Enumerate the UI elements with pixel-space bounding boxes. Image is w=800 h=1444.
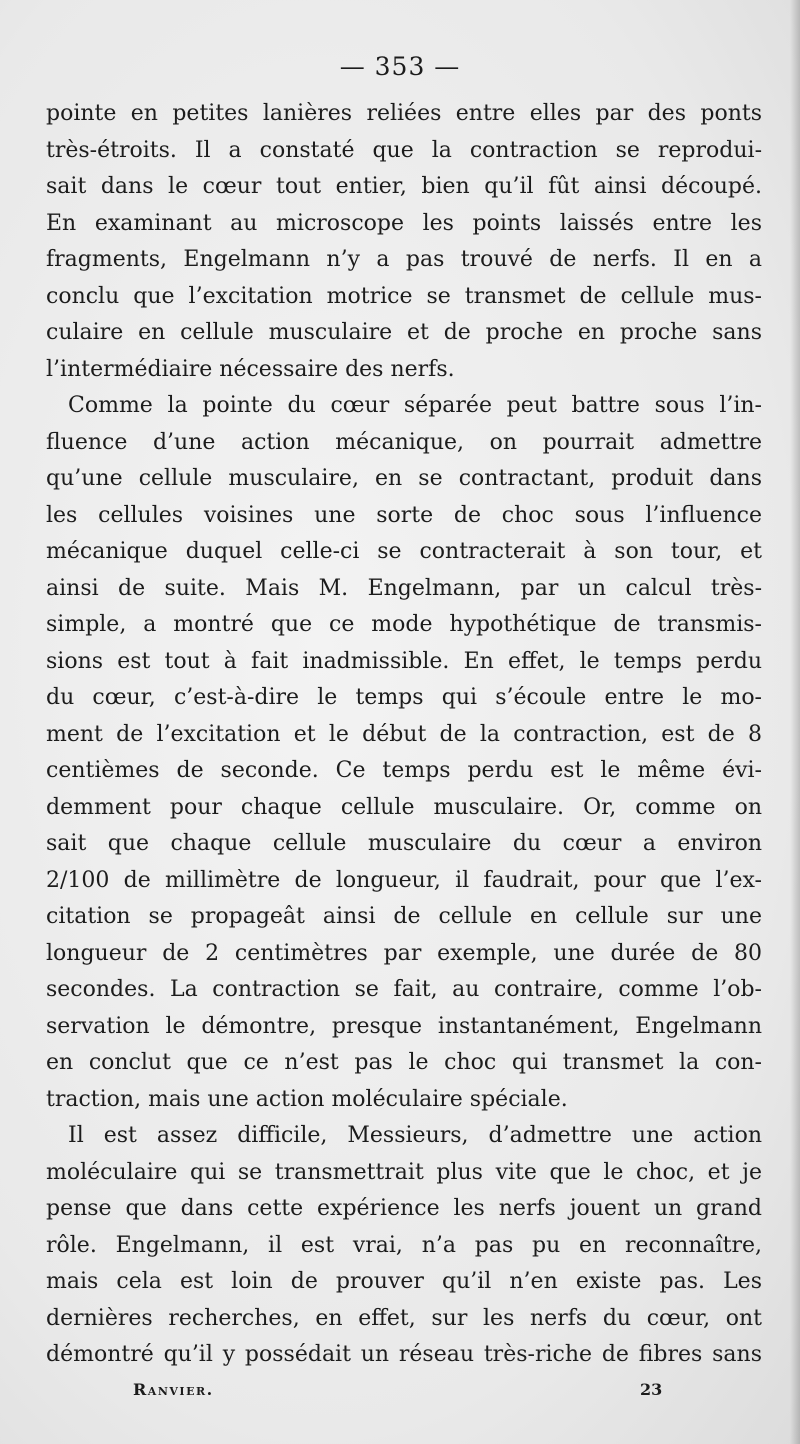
text-line: les cellules voisines une sorte de choc sous l’influence — [46, 502, 762, 528]
text-line: mécanique duquel celle-ci se contracterait à son tour, et — [46, 539, 762, 564]
text-line: pense que dans cette expérience les nerfs jouent un grand — [46, 1196, 762, 1221]
text-line: sions est tout à fait inadmissible. En effet, le temps perdu — [46, 648, 762, 674]
text-line: En examinant au microscope les points laissés entre les — [46, 210, 762, 236]
text-line: sait dans le cœur tout entier, bien qu’il fût ainsi découpé. — [46, 174, 762, 199]
text-line: ainsi de suite. Mais M. Engelmann, par un calcul très- — [46, 575, 762, 601]
text-line: citation se propageât ainsi de cellule en cellule sur une — [46, 904, 762, 929]
text-line: pointe en petites lanières reliées entre elles par des ponts — [46, 101, 762, 126]
text-line: fluence d’une action mécanique, on pourrait admettre — [46, 429, 762, 455]
text-line: Comme la pointe du cœur séparée peut battre sous l’in- — [68, 393, 762, 418]
text-line: l’intermédiaire nécessaire des nerfs. — [46, 356, 455, 382]
text-line: longueur de 2 centimètres par exemple, une durée de 80 — [46, 940, 762, 966]
text-line: démontré qu’il y possédait un réseau très-riche de fibres sans — [46, 1342, 762, 1367]
text-line: qu’une cellule musculaire, en se contractant, produit dans — [46, 466, 762, 491]
text-line: demment pour chaque cellule musculaire. Or, comme on — [46, 794, 762, 820]
text-line: fragments, Engelmann n’y a pas trouvé de nerfs. Il en a — [46, 247, 762, 272]
text-line: dernières recherches, en effet, sur les nerfs du cœur, ont — [46, 1305, 762, 1331]
page-number: — 353 — — [339, 52, 461, 81]
text-line: ment de l’excitation et le début de la contraction, est de 8 — [46, 721, 762, 747]
text-line: servation le démontre, presque instantanément, Engelmann — [46, 1013, 762, 1039]
text-line: secondes. La contraction se fait, au contraire, comme l’ob- — [46, 977, 762, 1002]
text-line: culaire en cellule musculaire et de proche en proche sans — [46, 320, 762, 345]
text-line: du cœur, c’est-à-dire le temps qui s’écoule entre le mo- — [46, 685, 762, 710]
text-line: centièmes de seconde. Ce temps perdu est le même évi- — [46, 758, 762, 783]
footer-signature-number: 23 — [640, 1380, 663, 1399]
body-text — [46, 96, 762, 1374]
text-line: 2/100 de millimètre de longueur, il faudrait, pour que l’ex- — [46, 867, 762, 893]
text-line: sait que chaque cellule musculaire du cœur a environ — [46, 831, 762, 856]
text-line: mais cela est loin de prouver qu’il n’en existe pas. Les — [46, 1269, 762, 1294]
text-line: en conclut que ce n’est pas le choc qui transmet la con- — [46, 1050, 762, 1075]
text-line: simple, a montré que ce mode hypothétique de transmis- — [46, 612, 762, 637]
text-line: conclu que l’excitation motrice se transmet de cellule mus- — [46, 283, 762, 309]
page-edge-shadow — [790, 0, 800, 1444]
text-line: traction, mais une action moléculaire spéciale. — [46, 1086, 568, 1112]
text-line: Il est assez difficile, Messieurs, d’admettre une action — [68, 1123, 762, 1148]
text-line: rôle. Engelmann, il est vrai, n’a pas pu en reconnaître, — [46, 1232, 762, 1258]
text-line: très-étroits. Il a constaté que la contraction se reprodui- — [46, 137, 762, 163]
footer-author-signature: Ranvier. — [133, 1380, 214, 1399]
text-line: moléculaire qui se transmettrait plus vite que le choc, et je — [46, 1159, 762, 1185]
